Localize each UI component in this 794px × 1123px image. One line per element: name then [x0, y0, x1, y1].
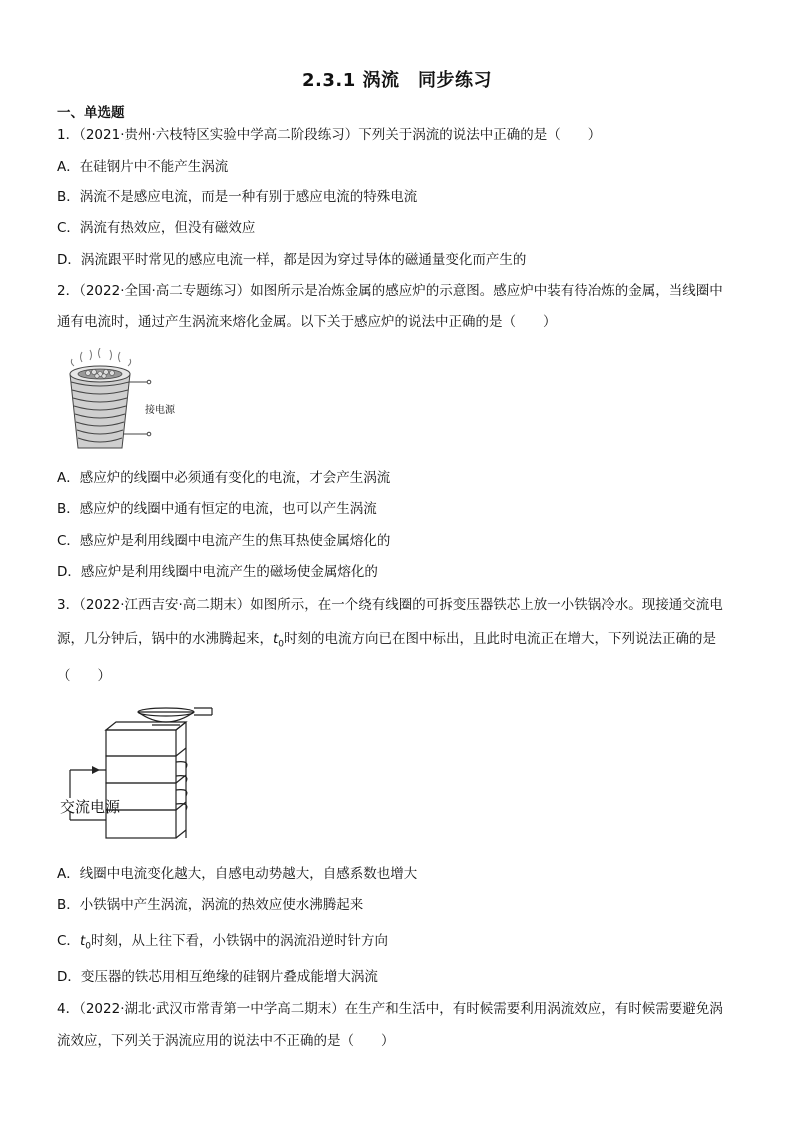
q3-figure-label: 交流电源 [60, 798, 121, 816]
q2-option-d: D．感应炉是利用线圈中电流产生的磁场使金属熔化的 [57, 564, 378, 580]
q1-option-d: D．涡流跟平时常见的感应电流一样，都是因为穿过导体的磁通量变化而产生的 [57, 252, 527, 268]
q1-option-a: A．在硅钢片中不能产生涡流 [57, 159, 229, 175]
q3-option-a: A．线圈中电流变化越大，自感电动势越大，自感系数也增大 [57, 866, 418, 882]
q3-stem-line2-post: 时刻的电流方向已在图中标出，且此时电流正在增大，下列说法正确的是 [284, 631, 717, 647]
q2-stem-line1: 2．（2022·全国·高二专题练习）如图所示是冶炼金属的感应炉的示意图。感应炉中装有待冶炼的金属，当线圈中 [57, 283, 723, 299]
q3-option-c [57, 932, 388, 956]
q2-figure-label: 接电源 [145, 405, 175, 416]
q2-stem-line2: 通有电流时，通过产生涡流来熔化金属。以下关于感应炉的说法中正确的是（ ） [57, 314, 557, 330]
section-heading: 一、单选题 [57, 105, 125, 121]
q3-option-c-post: 时刻，从上往下看，小铁锅中的涡流沿逆时针方向 [90, 933, 388, 949]
page-title: 2.3.1 涡流 同步练习 [301, 70, 492, 91]
q1-stem: 1．（2021·贵州·六枝特区实验中学高二阶段练习）下列关于涡流的说法中正确的是（ ） [57, 127, 602, 143]
q3-stem-line2-pre: 源，几分钟后，锅中的水沸腾起来， [57, 631, 273, 647]
q2-option-c: C．感应炉是利用线圈中电流产生的焦耳热使金属熔化的 [57, 533, 391, 549]
transformer-pot-figure [56, 698, 226, 848]
q3-option-d: D．变压器的铁芯用相互绝缘的硅钢片叠成能增大涡流 [57, 969, 378, 985]
q1-option-c: C．涡流有热效应，但没有磁效应 [57, 220, 256, 236]
t-subscript: 0 [85, 941, 91, 952]
q2-option-a: A．感应炉的线圈中必须通有变化的电流，才会产生涡流 [57, 470, 391, 486]
q3-stem-line3: （ ） [57, 668, 111, 684]
q3-option-b: B．小铁锅中产生涡流，涡流的热效应使水沸腾起来 [57, 897, 364, 913]
q4-stem-line1: 4．（2022·湖北·武汉市常青第一中学高二期末）在生产和生活中，有时候需要利用涡流效应，有时候需要避免涡 [57, 1001, 723, 1017]
q2-option-b: B．感应炉的线圈中通有恒定的电流，也可以产生涡流 [57, 501, 377, 517]
q1-option-b: B．涡流不是感应电流，而是一种有别于感应电流的特殊电流 [57, 189, 418, 205]
q3-stem-line1: 3．（2022·江西吉安·高二期末）如图所示，在一个绕有线圈的可拆变压器铁芯上放一小铁锅冷水。现接通交流电 [57, 597, 723, 613]
induction-furnace-figure [56, 348, 196, 456]
t-subscript: 0 [278, 639, 285, 650]
t-symbol: t [79, 933, 86, 949]
q3-option-c-pre: C． [57, 933, 80, 949]
q3-stem-line2 [57, 630, 716, 654]
t-symbol: t [273, 631, 279, 647]
q4-stem-line2: 流效应，下列关于涡流应用的说法中不正确的是（ ） [57, 1033, 395, 1049]
